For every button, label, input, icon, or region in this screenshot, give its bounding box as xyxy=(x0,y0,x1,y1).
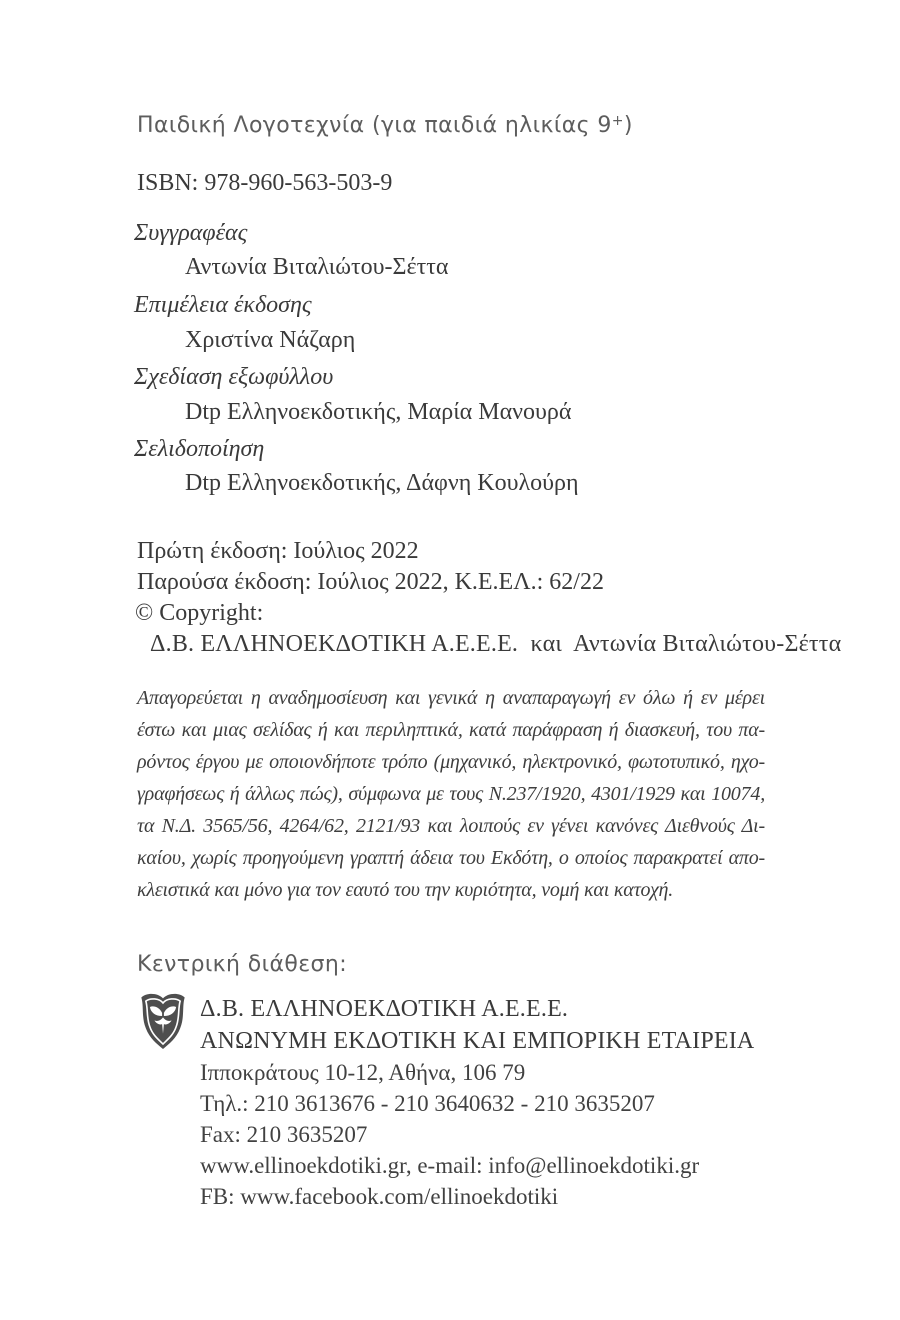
current-edition-line: Παρούσα έκδοση: Ιούλιος 2022, Κ.Ε.ΕΛ.: 62/22 xyxy=(137,569,604,595)
credit-value-editing: Χριστίνα Νάζαρη xyxy=(185,327,356,353)
publisher-fax: Fax: 210 3635207 xyxy=(200,1122,368,1147)
credit-label-author: Συγγραφέας xyxy=(134,220,248,246)
copyright-label: © Copyright: xyxy=(135,600,264,626)
category-close-paren: ) xyxy=(623,113,633,138)
legal-line: ρόντος έργου με οποιονδήποτε τρόπο (μηχανικό, ηλεκτρονικό, φωτοτυπικό, ηχο- xyxy=(137,751,765,773)
open-book-shield-icon xyxy=(135,991,191,1051)
legal-line: έστω και μιας σελίδας ή και περιληπτικά, κατά παράφραση ή διασκευή, του πα- xyxy=(137,719,765,741)
credit-label-cover-design: Σχεδίαση εξωφύλλου xyxy=(134,364,334,390)
isbn-line: ISBN: 978-960-563-503-9 xyxy=(137,170,393,196)
category-text: Παιδική Λογοτεχνία (για παιδιά ηλικίας 9 xyxy=(137,113,612,138)
legal-line: κλειστικά και μόνο για τον εαυτό του την κυριότητα, νομή και κατοχή. xyxy=(137,879,674,901)
first-edition-line: Πρώτη έκδοση: Ιούλιος 2022 xyxy=(137,538,419,564)
copyright-holders: Δ.Β. ΕΛΛΗΝΟΕΚΔΟΤΙΚΗ Α.Ε.Ε.Ε. και Αντωνία Βιταλιώτου-Σέττα xyxy=(150,631,842,657)
legal-line: καίου, χωρίς προηγούμενη γραπτή άδεια του Εκδότη, ο οποίος παρακρατεί απο- xyxy=(137,847,765,869)
publisher-phone: Τηλ.: 210 3613676 - 210 3640632 - 210 3635207 xyxy=(200,1091,655,1116)
legal-line: γραφήσεως ή άλλως πώς), σύμφωνα με τους Ν.237/1920, 4301/1929 και 10074, xyxy=(137,783,765,805)
distribution-heading: Κεντρική διάθεση: xyxy=(137,952,348,977)
credit-value-author: Αντωνία Βιταλιώτου-Σέττα xyxy=(185,254,449,280)
publisher-facebook: FB: www.facebook.com/ellinoekdotiki xyxy=(200,1184,559,1209)
publisher-address: Ιπποκράτους 10-12, Αθήνα, 106 79 xyxy=(200,1060,526,1085)
publisher-name: Δ.Β. ΕΛΛΗΝΟΕΚΔΟΤΙΚΗ Α.Ε.Ε.Ε. xyxy=(200,996,569,1022)
age-superscript: + xyxy=(611,113,624,129)
credit-label-layout: Σελιδοποίηση xyxy=(134,436,265,462)
credit-value-cover-design: Dtp Ελληνοεκδοτικής, Μαρία Μανουρά xyxy=(185,399,572,425)
legal-line: τα Ν.Δ. 3565/56, 4264/62, 2121/93 και λοιπούς εν γένει κανόνες Διεθνούς Δι- xyxy=(137,815,765,837)
credit-label-editing: Επιμέλεια έκδοσης xyxy=(134,292,312,318)
publisher-type: ΑΝΩΝΥΜΗ ΕΚΔΟΤΙΚΗ ΚΑΙ ΕΜΠΟΡΙΚΗ ΕΤΑΙΡΕΙΑ xyxy=(200,1028,755,1054)
credit-value-layout: Dtp Ελληνοεκδοτικής, Δάφνη Κουλούρη xyxy=(185,470,579,496)
legal-line: Απαγορεύεται η αναδημοσίευση και γενικά η αναπαραγωγή εν όλω ή εν μέρει xyxy=(137,687,765,709)
legal-notice-paragraph xyxy=(137,682,765,906)
publisher-web-email: www.ellinoekdotiki.gr, e-mail: info@ellinoekdotiki.gr xyxy=(200,1153,700,1178)
publisher-logo xyxy=(135,991,191,1051)
category-line xyxy=(137,106,633,141)
